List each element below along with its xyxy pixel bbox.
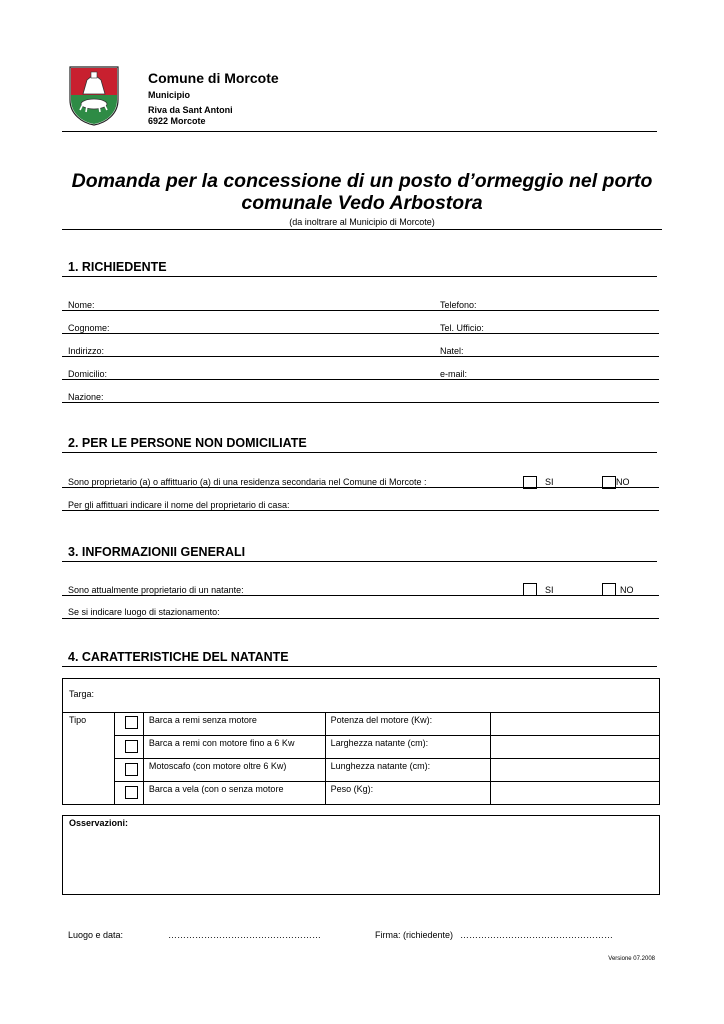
residence-line bbox=[62, 487, 659, 488]
title-divider bbox=[62, 229, 662, 230]
vessel-table bbox=[62, 678, 660, 805]
prop-1-label: Larghezza natante (cm): bbox=[330, 738, 429, 748]
observations-box[interactable] bbox=[62, 815, 660, 895]
prop-3-value[interactable] bbox=[491, 782, 660, 805]
prop-3-label: Peso (Kg): bbox=[330, 784, 374, 794]
indirizzo-label: Indirizzo: bbox=[68, 346, 105, 356]
residence-si-label: SI bbox=[545, 477, 554, 487]
section-3-underline bbox=[62, 561, 657, 562]
luogo-data-label: Luogo e data: bbox=[68, 930, 124, 940]
form-title-line2: comunale Vedo Arbostora bbox=[241, 192, 483, 214]
type-2-checkbox[interactable] bbox=[125, 763, 138, 776]
type-3-checkbox[interactable] bbox=[125, 786, 138, 799]
prop-2-value[interactable] bbox=[491, 759, 660, 782]
form-title-line1: Domanda per la concessione di un posto d’ormeggio nel porto bbox=[71, 170, 653, 192]
domicilio-label: Domicilio: bbox=[68, 369, 108, 379]
cognome-label: Cognome: bbox=[68, 323, 110, 333]
cognome-field[interactable] bbox=[62, 333, 659, 334]
residence-question: Sono proprietario (a) o affittuario (a) di una residenza secondaria nel Comune di Morcote : bbox=[68, 477, 427, 487]
org-dept: Municipio bbox=[148, 90, 190, 100]
section-2-heading: 2. PER LE PERSONE NON DOMICILIATE bbox=[68, 436, 307, 450]
type-2-label: Motoscafo (con motore oltre 6 Kw) bbox=[148, 761, 287, 771]
type-3-label: Barca a vela (con o senza motore bbox=[148, 784, 284, 794]
section-1-heading: 1. RICHIEDENTE bbox=[68, 260, 167, 274]
telefono-label: Telefono: bbox=[440, 300, 477, 310]
section-4-underline bbox=[62, 666, 657, 667]
firma-label: Firma: (richiedente) bbox=[375, 930, 454, 940]
targa-label: Targa: bbox=[69, 689, 95, 699]
org-street: Riva da Sant Antoni bbox=[148, 105, 233, 115]
type-0-label: Barca a remi senza motore bbox=[148, 715, 257, 725]
owner-question: Sono attualmente proprietario di un natante: bbox=[68, 585, 244, 595]
type-1-checkbox[interactable] bbox=[125, 740, 138, 753]
tipo-label: Tipo bbox=[69, 715, 87, 725]
domicilio-field[interactable] bbox=[62, 379, 659, 380]
owner-line bbox=[62, 595, 659, 596]
section-1-underline bbox=[62, 276, 657, 277]
prop-0-label: Potenza del motore (Kw): bbox=[330, 715, 433, 725]
type-0-checkbox[interactable] bbox=[125, 716, 138, 729]
prop-1-value[interactable] bbox=[491, 736, 660, 759]
owner-si-label: SI bbox=[545, 585, 554, 595]
firma-field[interactable]: …………………………………………… bbox=[460, 930, 613, 940]
luogo-data-field[interactable]: …………………………………………… bbox=[168, 930, 321, 940]
coat-of-arms-logo bbox=[69, 66, 119, 126]
type-1-label: Barca a remi con motore fino a 6 Kw bbox=[148, 738, 295, 748]
indirizzo-field[interactable] bbox=[62, 356, 659, 357]
org-name: Comune di Morcote bbox=[148, 70, 279, 86]
tel-ufficio-label: Tel. Ufficio: bbox=[440, 323, 484, 333]
section-3-heading: 3. INFORMAZIONII GENERALI bbox=[68, 545, 246, 559]
landlord-field[interactable] bbox=[62, 510, 659, 511]
nome-field[interactable] bbox=[62, 310, 659, 311]
nome-label: Nome: bbox=[68, 300, 95, 310]
nazione-label: Nazione: bbox=[68, 392, 104, 402]
form-subtitle: (da inoltrare al Municipio di Morcote) bbox=[289, 217, 435, 227]
email-label: e-mail: bbox=[440, 369, 468, 379]
section-4-heading: 4. CARATTERISTICHE DEL NATANTE bbox=[68, 650, 289, 664]
version-label: Versione 07.2008 bbox=[608, 956, 655, 962]
org-city: 6922 Morcote bbox=[148, 116, 206, 126]
residence-no-label: NO bbox=[616, 477, 630, 487]
mooring-location-label: Se si indicare luogo di stazionamento: bbox=[68, 607, 220, 617]
section-2-underline bbox=[62, 452, 657, 453]
prop-2-label: Lunghezza natante (cm): bbox=[330, 761, 431, 771]
natel-label: Natel: bbox=[440, 346, 464, 356]
targa-field[interactable] bbox=[63, 679, 660, 713]
prop-0-value[interactable] bbox=[491, 713, 660, 736]
landlord-label: Per gli affittuari indicare il nome del proprietario di casa: bbox=[68, 500, 290, 510]
nazione-field[interactable] bbox=[62, 402, 659, 403]
mooring-location-field[interactable] bbox=[62, 618, 659, 619]
observations-label: Osservazioni: bbox=[69, 818, 129, 828]
header-divider bbox=[62, 131, 657, 132]
owner-no-label: NO bbox=[620, 585, 634, 595]
